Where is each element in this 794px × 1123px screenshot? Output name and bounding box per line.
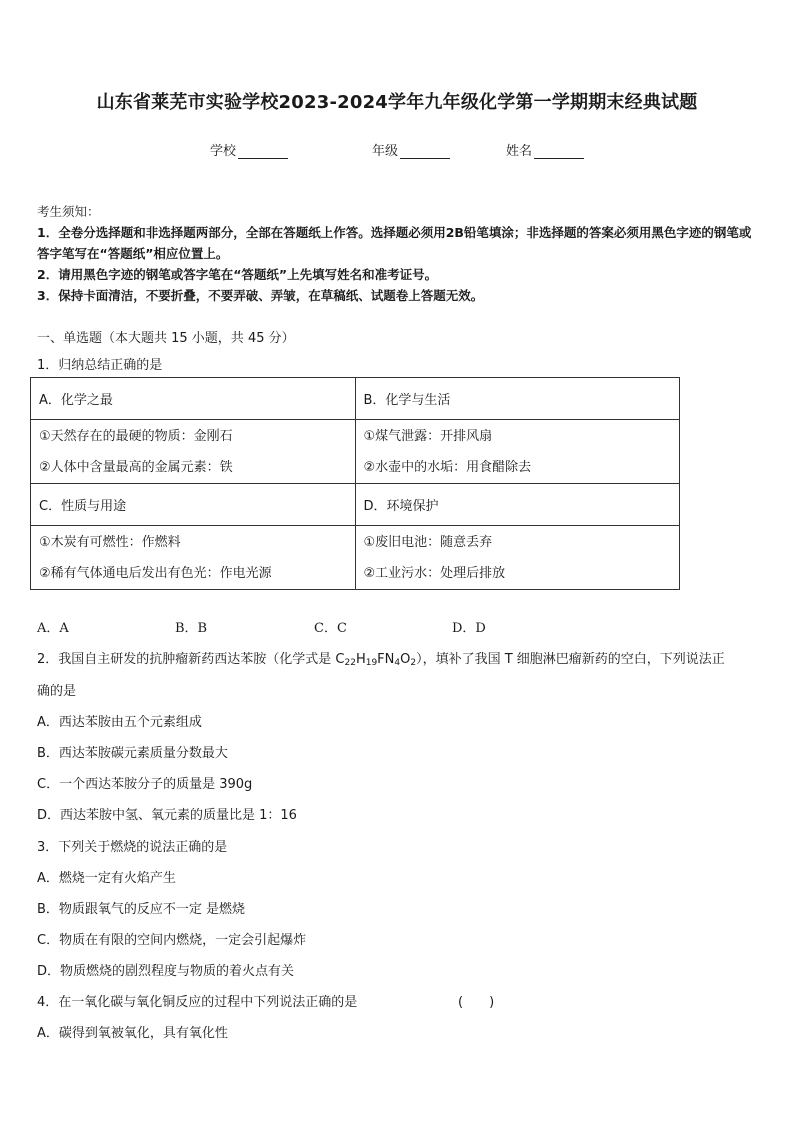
q1-a-line1: ①天然存在的最硬的物质：金刚石 — [39, 428, 233, 444]
q2-option-d[interactable]: D．西达苯胺中氢、氧元素的质量比是 1：16 — [37, 808, 297, 823]
q1-cell-a-body — [31, 420, 356, 484]
q2-h-subscript: 19 — [365, 658, 378, 668]
q2-stem-line2: 确的是 — [37, 684, 77, 699]
q1-d-line1: ①废旧电池：随意丢弃 — [363, 534, 493, 550]
grade-blank[interactable] — [400, 144, 450, 159]
school-field[interactable] — [210, 140, 288, 159]
notice-item: 2．请用黑色字迹的钢笔或答字笔在“答题纸”上先填写姓名和准考证号。 — [37, 267, 438, 282]
q3-option-d[interactable]: D．物质燃烧的剧烈程度与物质的着火点有关 — [37, 964, 295, 979]
q2-option-a[interactable]: A．西达苯胺由五个元素组成 — [37, 715, 202, 730]
q2-n-subscript: 4 — [394, 658, 401, 668]
q4-option-a[interactable]: A．碳得到氧被氧化，具有氧化性 — [37, 1026, 228, 1041]
q2-stem-pre: 2．我国自主研发的抗肿瘤新药西达苯胺（化学式是 C — [37, 652, 345, 667]
student-info-fields — [0, 140, 794, 160]
q1-c-line2: ②稀有气体通电后发出有色光：作电光源 — [39, 565, 272, 581]
q1-option-a[interactable]: A．A — [37, 621, 69, 636]
q1-cell-c-head: C．性质与用途 — [31, 484, 356, 526]
name-blank[interactable] — [534, 144, 584, 159]
q3-option-c[interactable]: C．物质在有限的空间内燃烧，一定会引起爆炸 — [37, 933, 307, 948]
q1-cell-d-head: D．环境保护 — [355, 484, 680, 526]
notice-item: 3．保持卡面清洁，不要折叠，不要弄破、弄皱，在草稿纸、试题卷上答题无效。 — [37, 288, 484, 303]
section-heading: 一、单选题（本大题共 15 小题，共 45 分） — [37, 331, 295, 346]
school-blank[interactable] — [238, 144, 288, 159]
q1-c-line1: ①木炭有可燃性：作燃料 — [39, 534, 181, 550]
q3-option-a[interactable]: A．燃烧一定有火焰产生 — [37, 871, 176, 886]
notice-heading: 考生须知： — [37, 204, 100, 219]
grade-label: 年级 — [372, 144, 399, 159]
q2-fn: FN — [377, 652, 395, 667]
q4-answer-paren[interactable]: ( ) — [458, 995, 495, 1010]
q1-cell-c-body — [31, 526, 356, 590]
q1-cell-b-body — [355, 420, 680, 484]
q2-o-subscript: 2 — [410, 658, 417, 668]
q2-stem-post: ），填补了我国 T 细胞淋巴瘤新药的空白，下列说法正 — [416, 652, 725, 667]
q2-o: O — [400, 652, 411, 667]
school-label: 学校 — [210, 144, 237, 159]
exam-title: 山东省莱芜市实验学校2023-2024学年九年级化学第一学期期末经典试题 — [96, 92, 698, 113]
name-label: 姓名 — [506, 144, 533, 159]
exam-notice — [37, 201, 762, 306]
grade-field[interactable] — [372, 140, 450, 159]
q1-cell-a-head: A．化学之最 — [31, 378, 356, 420]
q1-cell-b-head: B．化学与生活 — [355, 378, 680, 420]
q1-cell-d-body — [355, 526, 680, 590]
q1-b-line2: ②水壶中的水垢：用食醋除去 — [363, 459, 532, 475]
q1-option-c[interactable]: C．C — [314, 621, 347, 636]
notice-item: 1．全卷分选择题和非选择题两部分，全部在答题纸上作答。选择题必须用2B铅笔填涂；非选择题的答案必须用黑色字迹的钢笔或答字笔写在“答题纸”相应位置上。 — [37, 225, 752, 261]
q3-option-b[interactable]: B．物质跟氧气的反应不一定 是燃烧 — [37, 902, 246, 917]
q1-option-b[interactable]: B．B — [175, 621, 208, 636]
q1-stem: 1．归纳总结正确的是 — [37, 358, 163, 373]
q1-option-d[interactable]: D．D — [452, 621, 486, 636]
q2-option-c[interactable]: C．一个西达苯胺分子的质量是 390g — [37, 777, 253, 792]
q1-table — [30, 377, 680, 590]
q2-c-subscript: 22 — [344, 658, 356, 668]
name-field[interactable] — [506, 140, 584, 159]
q2-h: H — [355, 652, 366, 667]
q3-stem: 3．下列关于燃烧的说法正确的是 — [37, 840, 228, 855]
q1-d-line2: ②工业污水：处理后排放 — [363, 565, 506, 581]
q1-a-line2: ②人体中含量最高的金属元素：铁 — [39, 459, 233, 475]
q2-stem — [37, 648, 725, 668]
q1-b-line1: ①煤气泄露：开排风扇 — [363, 428, 493, 444]
q4-stem: 4．在一氧化碳与氧化铜反应的过程中下列说法正确的是 — [37, 995, 358, 1010]
q2-option-b[interactable]: B．西达苯胺碳元素质量分数最大 — [37, 746, 228, 761]
